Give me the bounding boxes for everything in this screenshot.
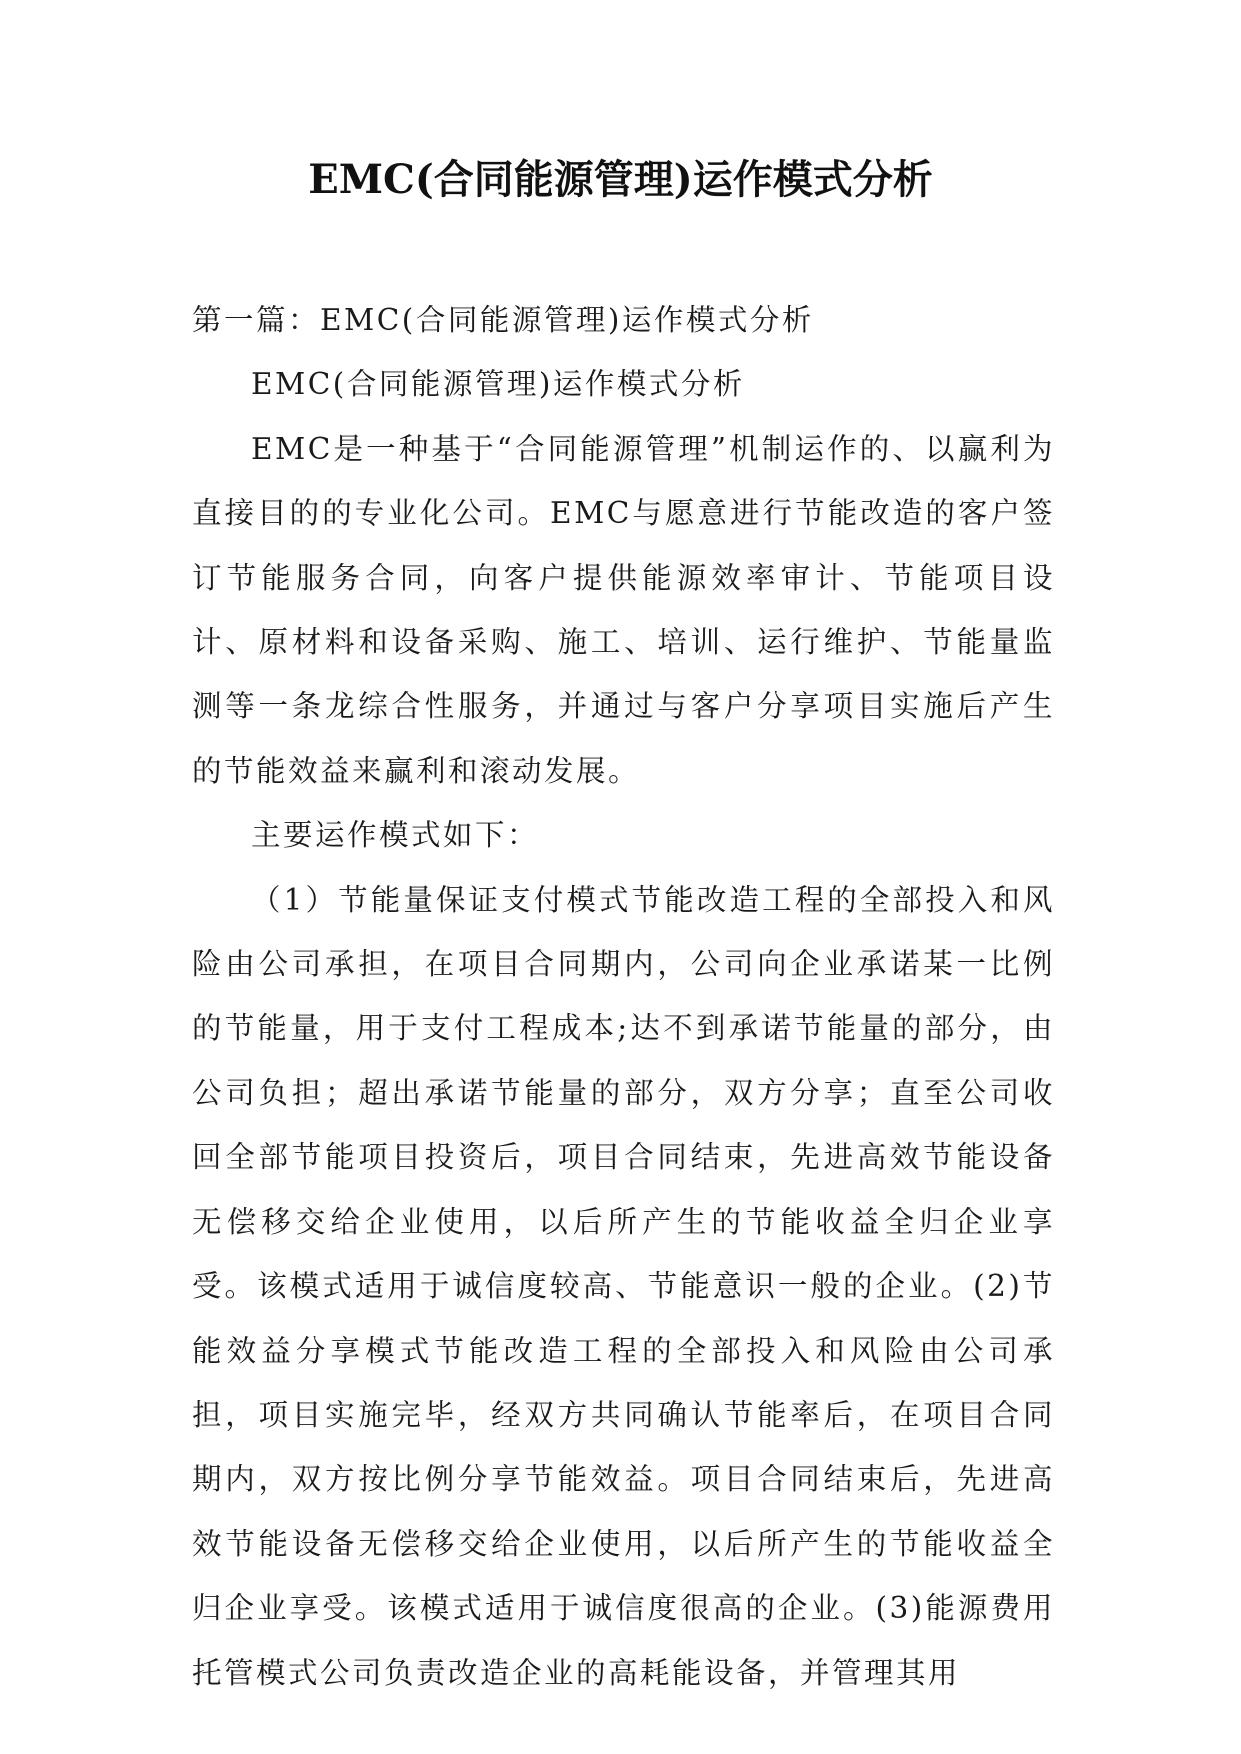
modes-detail-paragraph: （1）节能量保证支付模式节能改造工程的全部投入和风险由公司承担，在项目合同期内，公司向企业承诺某一比例的节能量，用于支付工程成本;达不到承诺节能量的部分，由公司负担；超出承诺节能量的部分，双方分享；直至公司收回全部节能项目投资后，项目合同结束，先进高效节能设备无偿移交给企业使用，以后所产生的节能收益全归企业享受。该模式适用于诚信度较高、节能意识一般的企业。(2)节能效益分享模式节能改造工程的全部投入和风险由公司承担，项目实施完毕，经双方共同确认节能率后，在项目合同期内，双方按比例分享节能效益。项目合同结束后，先进高效节能设备无偿移交给企业使用，以后所产生的节能收益全归企业享受。该模式适用于诚信度很高的企业。(3)能源费用托管模式公司负责改造企业的高耗能设备，并管理其用 <box>192 882 1055 1690</box>
intro-paragraph: EMC是一种基于“合同能源管理”机制运作的、以赢利为直接目的的专业化公司。EMC与愿意进行节能改造的客户签订节能服务合同，向客户提供能源效率审计、节能项目设计、原材料和设备采购、施工、培训、运行维护、节能量监测等一条龙综合性服务，并通过与客户分享项目实施后产生的节能效益来赢利和滚动发展。 <box>192 431 1055 788</box>
modes-intro-paragraph: 主要运作模式如下： <box>251 818 540 853</box>
document-body <box>192 288 1055 1705</box>
section-heading: 第一篇：EMC(合同能源管理)运作模式分析 <box>192 303 814 337</box>
subtitle-paragraph: EMC(合同能源管理)运作模式分析 <box>251 367 745 402</box>
document-title: EMC(合同能源管理)运作模式分析 <box>308 156 933 203</box>
